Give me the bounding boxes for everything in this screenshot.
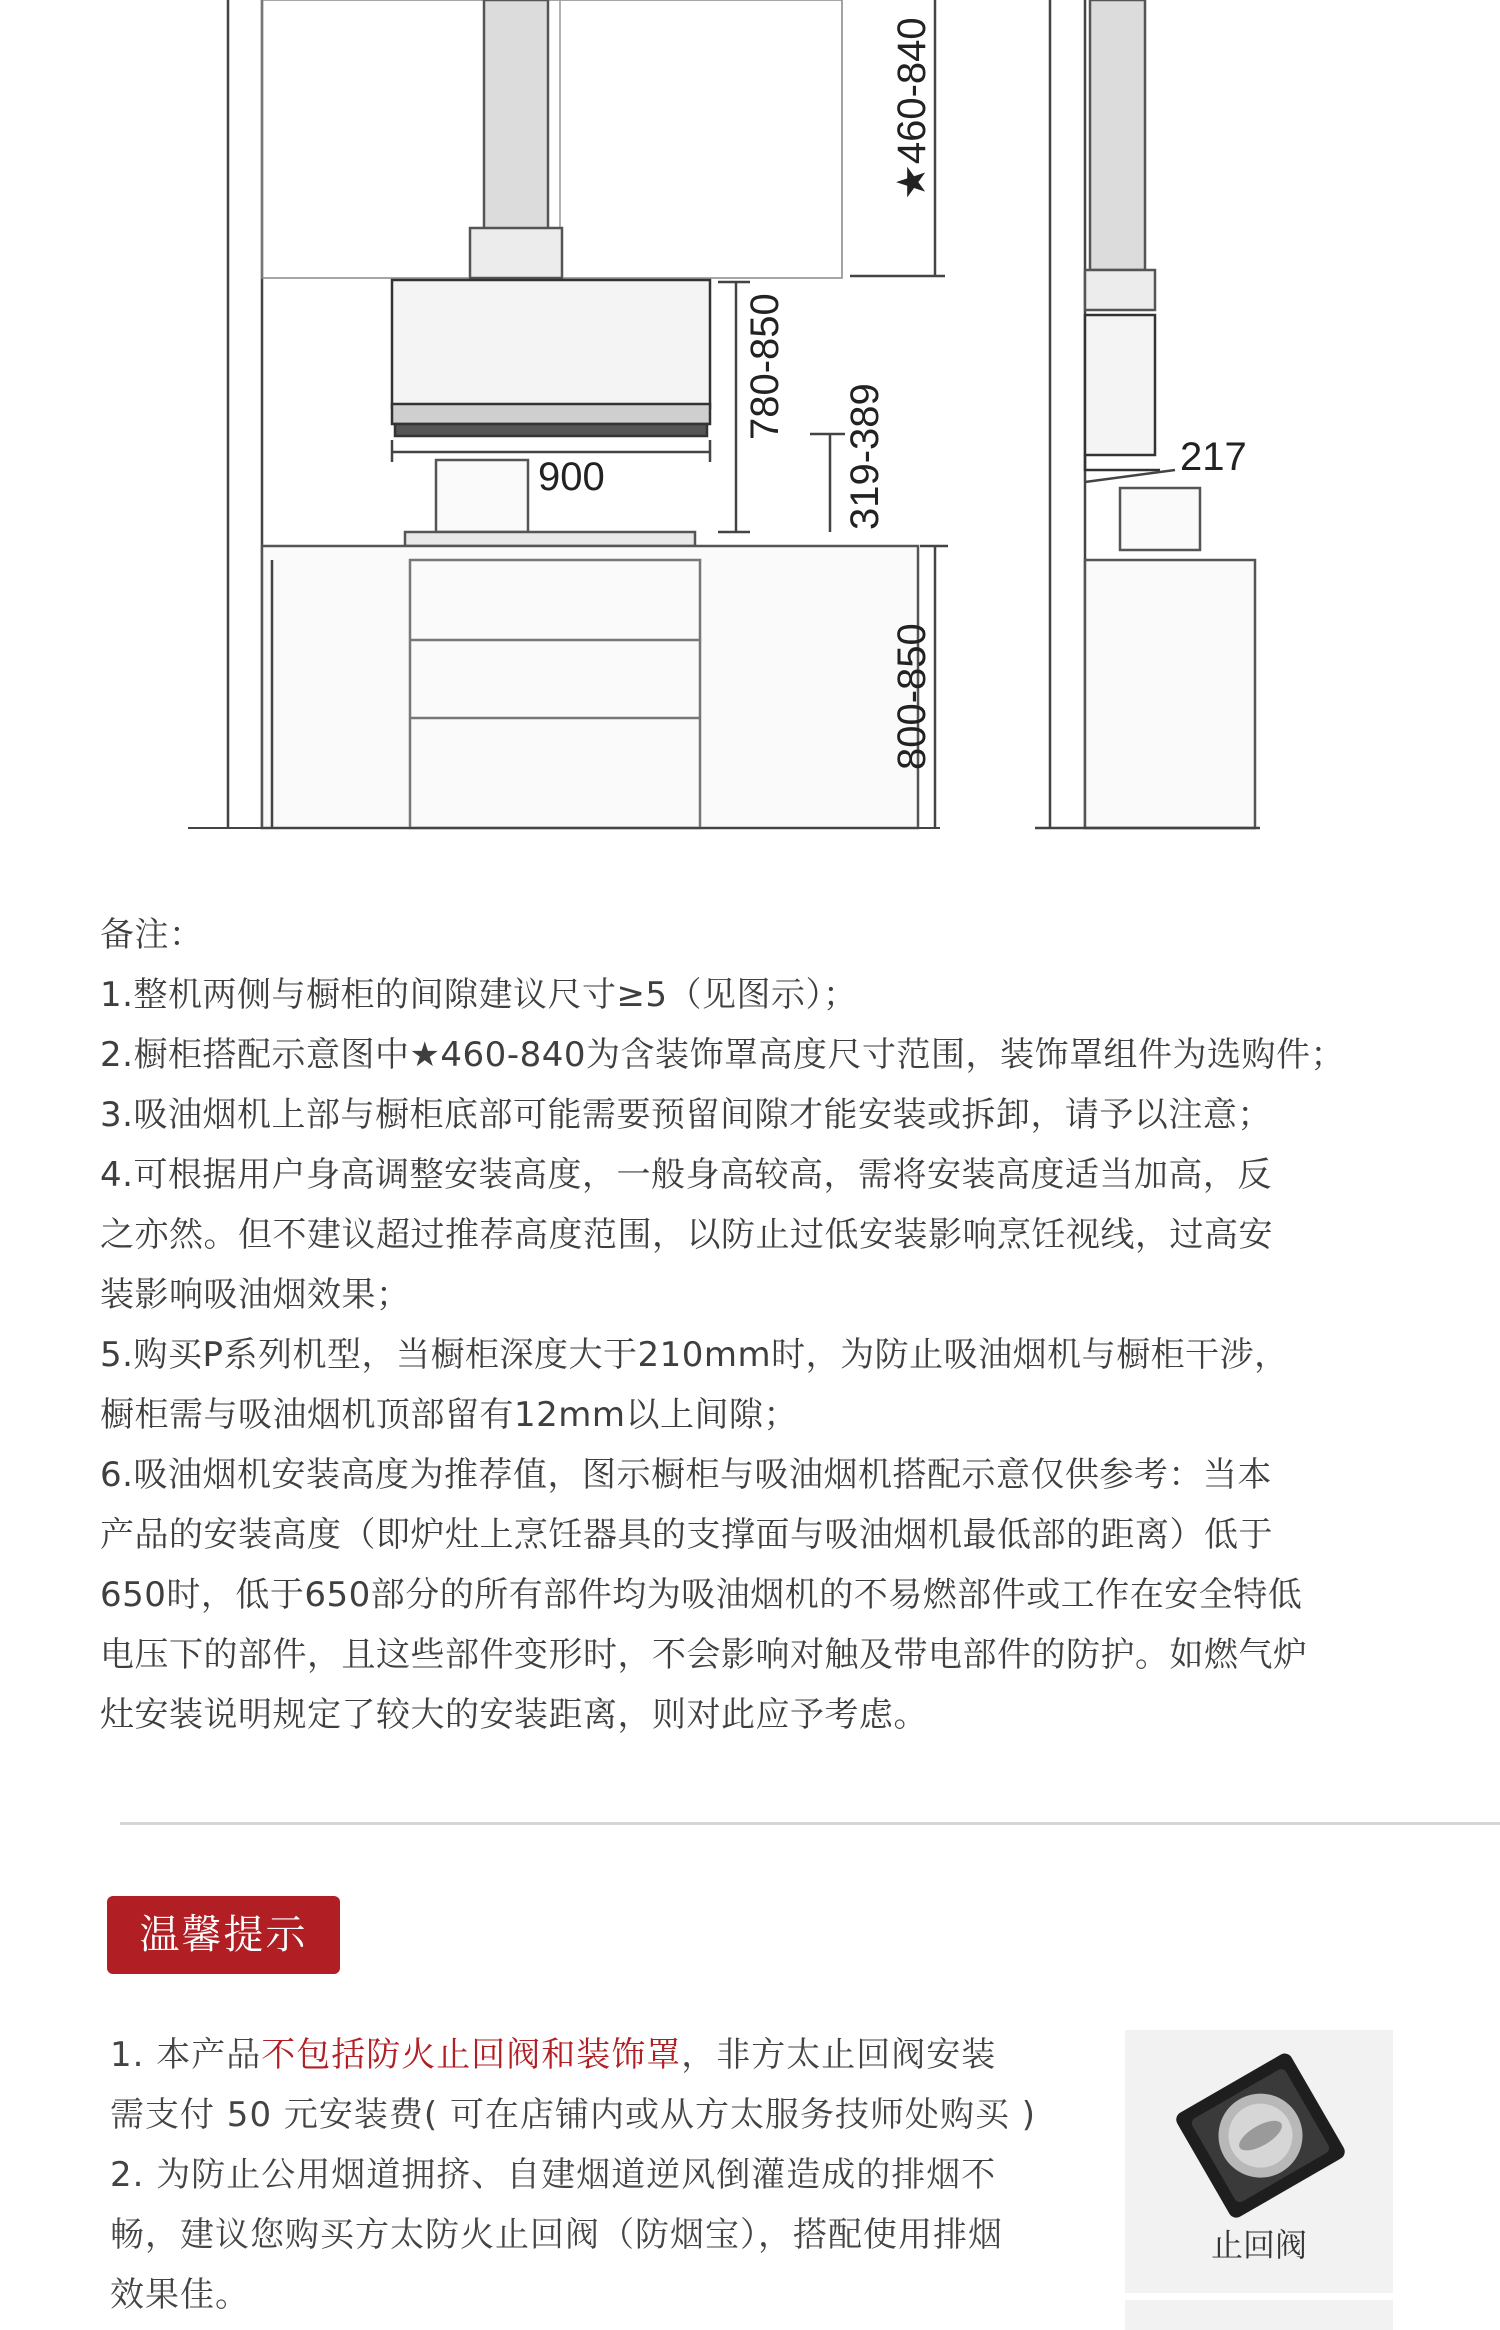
tip-1-line-1 xyxy=(110,2025,1090,2085)
dim-side-label: 217 xyxy=(1180,435,1247,479)
tips-badge: 温馨提示 xyxy=(107,1896,340,1974)
note-5-line-1: 5.购买P系列机型，当橱柜深度大于210mm时，为防止吸油烟机与橱柜干涉， xyxy=(100,1335,1289,1375)
note-6-line-2: 产品的安装高度（即炉灶上烹饪器具的支撑面与吸油烟机最低部的距离）低于 xyxy=(100,1515,1273,1555)
product-card-next[interactable] xyxy=(1125,2300,1393,2330)
tip-2-line-3: 效果佳。 xyxy=(110,2275,250,2315)
note-4-line-2: 之亦然。但不建议超过推荐高度范围，以防止过低安装影响烹饪视线，过高安 xyxy=(100,1215,1273,1255)
note-6-line-1: 6.吸油烟机安装高度为推荐值，图示橱柜与吸油烟机搭配示意仅供参考：当本 xyxy=(100,1455,1272,1495)
tips-section xyxy=(110,2025,1090,2325)
section-divider xyxy=(120,1822,1500,1825)
note-6-line-5: 灶安装说明规定了较大的安装距离，则对此应予考虑。 xyxy=(100,1695,928,1735)
note-2: 2.橱柜搭配示意图中★460-840为含装饰罩高度尺寸范围，装饰罩组件为选购件； xyxy=(100,1035,1345,1075)
tip-1-prefix: 1. 本产品 xyxy=(110,2035,262,2075)
check-valve-image xyxy=(1165,2048,1353,2218)
tip-1-highlight: 不包括防火止回阀和装饰罩 xyxy=(261,2035,682,2075)
note-4-line-3: 装影响吸油烟效果； xyxy=(100,1275,411,1315)
tip-2-line-1: 2. 为防止公用烟道拥挤、自建烟道逆风倒灌造成的排烟不 xyxy=(110,2155,997,2195)
dim-width-label: 900 xyxy=(538,455,605,499)
note-1: 1.整机两侧与橱柜的间隙建议尺寸≥5（见图示）； xyxy=(100,975,858,1015)
note-5-line-2: 橱柜需与吸油烟机顶部留有12mm以上间隙； xyxy=(100,1395,799,1435)
dim-star-label: ★460-840 xyxy=(890,17,934,200)
note-4-line-1: 4.可根据用户身高调整安装高度，一般身高较高，需将安装高度适当加高，反 xyxy=(100,1155,1272,1195)
note-6-line-4: 电压下的部件，且这些部件变形时，不会影响对触及带电部件的防护。如燃气炉 xyxy=(100,1635,1308,1675)
dim-gap-label: 319-389 xyxy=(843,383,887,530)
tip-1-line-2: 需支付 50 元安装费( 可在店铺内或从方太服务技师处购买 ) xyxy=(110,2095,1037,2135)
check-valve-card[interactable] xyxy=(1125,2030,1393,2293)
notes-title: 备注： xyxy=(100,915,204,955)
left-brick-wall xyxy=(228,0,262,828)
dim-cabinet-label: 800-850 xyxy=(890,623,934,770)
check-valve-label: 止回阀 xyxy=(1210,2226,1307,2264)
notes-section xyxy=(100,905,1420,1745)
tip-1-suffix: ，非方太止回阀安装 xyxy=(681,2035,997,2075)
right-brick-wall xyxy=(1050,0,1085,828)
note-6-line-3: 650时，低于650部分的所有部件均为吸油烟机的不易燃部件或工作在安全特低 xyxy=(100,1575,1303,1615)
dim-hood-height-label: 780-850 xyxy=(743,293,787,440)
tip-2-line-2: 畅，建议您购买方太防火止回阀（防烟宝），搭配使用排烟 xyxy=(110,2215,1003,2255)
installation-diagram xyxy=(0,0,1500,860)
note-3: 3.吸油烟机上部与橱柜底部可能需要预留间隙才能安装或拆卸，请予以注意； xyxy=(100,1095,1272,1135)
